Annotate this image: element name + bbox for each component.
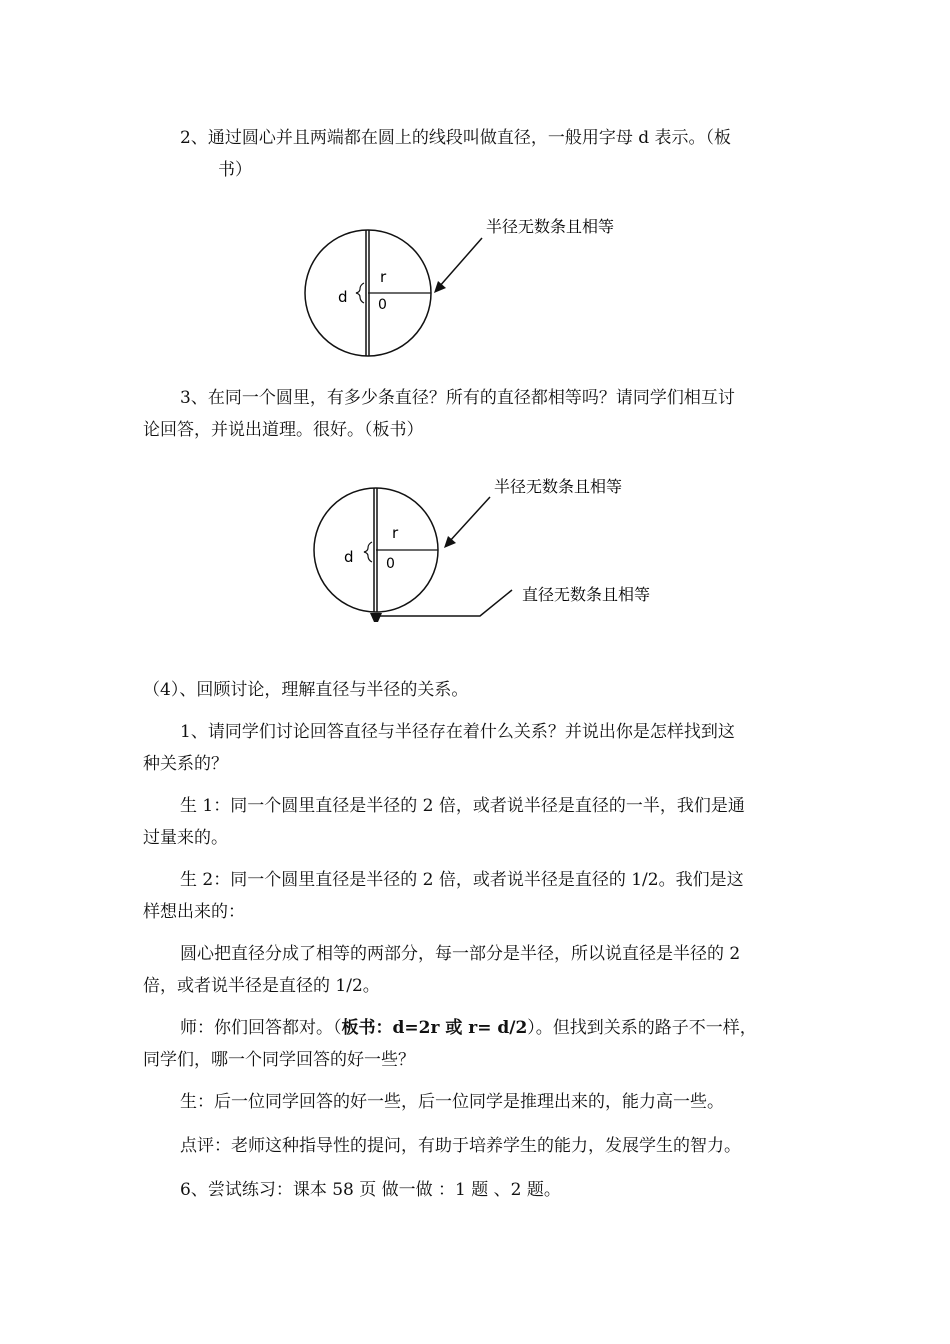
label-o-2: 0	[386, 556, 395, 572]
diameter-label: 直径无数条且相等	[522, 585, 651, 604]
question-1-line-2: 种关系的？	[143, 754, 228, 774]
reasoning-line-2: 倍，或者说半径是直径的 1/2。	[143, 976, 380, 996]
arrow-head-2	[444, 536, 456, 548]
label-o-1: 0	[378, 297, 387, 313]
student-2-line-1: 生 2：同一个圆里直径是半径的 2 倍，或者说半径是直径的 1/2。我们是这	[180, 870, 744, 890]
question-1-line-1: 1、请同学们讨论回答直径与半径存在着什么关系？并说出你是怎样找到这	[180, 722, 735, 742]
student-2-line-2: 样想出来的：	[143, 902, 245, 922]
teacher-line-2: 同学们，哪一个同学回答的好一些？	[143, 1050, 415, 1070]
teacher-line-1-pre: 师：你们回答都对。（	[180, 1018, 342, 1038]
diameter-leader-line	[380, 590, 512, 616]
board-formula: 板书：d=2r 或 r= d/2	[341, 1018, 528, 1038]
practice-paragraph: 6、尝试练习：课本 58 页 做一做 ：1 题 、2 题。	[180, 1180, 561, 1200]
student-1-line-2: 过量来的。	[143, 828, 228, 848]
figure-2-circle-diagram	[308, 470, 708, 635]
section-4-heading: （4）、回顾讨论，理解直径与半径的关系。	[143, 680, 469, 700]
label-d-1: d	[338, 288, 348, 306]
comment-paragraph: 点评：老师这种指导性的提问，有助于培养学生的能力，发展学生的智力。	[180, 1136, 741, 1156]
student-1-line-1: 生 1：同一个圆里直径是半径的 2 倍，或者说半径是直径的一半，我们是通	[180, 796, 745, 816]
teacher-line-1	[180, 1016, 757, 1040]
brace-2	[364, 542, 372, 562]
student-3-answer: 生：后一位同学回答的好一些，后一位同学是推理出来的，能力高一些。	[180, 1092, 724, 1112]
arrow-shaft-2	[449, 497, 490, 542]
paragraph-3-line-2: 论回答，并说出道理。很好。（板书）	[143, 420, 424, 440]
brace-1	[356, 283, 364, 303]
arrow-shaft-1	[439, 238, 482, 287]
reasoning-line-1: 圆心把直径分成了相等的两部分，每一部分是半径，所以说直径是半径的 2	[180, 944, 741, 964]
paragraph-2-line-2: 书）	[218, 160, 252, 180]
label-d-2: d	[344, 548, 354, 566]
teacher-line-1-post: ）。但找到关系的路子不一样，	[527, 1018, 757, 1038]
diameter-end-marker	[370, 613, 382, 622]
label-r-2: r	[392, 524, 399, 542]
paragraph-2-line-1: 2、通过圆心并且两端都在圆上的线段叫做直径，一般用字母 d 表示。（板	[180, 128, 732, 148]
arrow-head-1	[434, 281, 446, 293]
arrow-label-2: 半径无数条且相等	[494, 477, 623, 496]
paragraph-3-line-1: 3、在同一个圆里，有多少条直径？所有的直径都相等吗？请同学们相互讨	[180, 388, 735, 408]
arrow-label-1: 半径无数条且相等	[486, 217, 615, 236]
figure-1-circle-diagram	[300, 205, 680, 365]
label-r-1: r	[380, 268, 387, 286]
